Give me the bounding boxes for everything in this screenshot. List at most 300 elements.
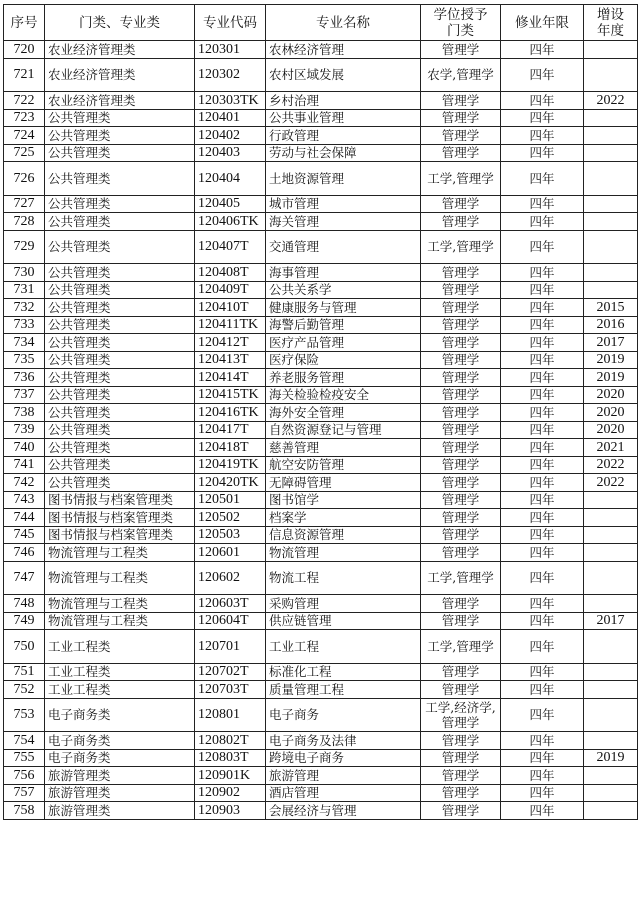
cell-category: 工业工程类 [45,630,195,664]
cell-name: 物流工程 [266,561,421,595]
cell-serial: 731 [4,281,45,299]
cell-category: 公共管理类 [45,421,195,439]
cell-name: 信息资源管理 [266,526,421,544]
cell-code: 120703T [195,681,266,699]
cell-year-added [584,561,638,595]
cell-name: 自然资源登记与管理 [266,421,421,439]
cell-code: 120408T [195,264,266,282]
cell-name: 农村区域发展 [266,58,421,92]
cell-serial: 748 [4,595,45,613]
cell-degree: 工学,管理学 [421,162,501,196]
table-row [4,299,638,317]
table-row [4,802,638,820]
cell-duration: 四年 [501,595,584,613]
cell-serial: 722 [4,92,45,110]
cell-name: 海事管理 [266,264,421,282]
cell-duration: 四年 [501,732,584,750]
cell-year-added [584,509,638,527]
table-row [4,316,638,334]
cell-name: 土地资源管理 [266,162,421,196]
cell-code: 120411TK [195,316,266,334]
cell-category: 电子商务类 [45,732,195,750]
cell-code: 120420TK [195,474,266,492]
cell-code: 120417T [195,421,266,439]
header-row [4,5,638,41]
cell-year-added: 2020 [584,386,638,404]
cell-category: 公共管理类 [45,369,195,387]
cell-duration: 四年 [501,404,584,422]
cell-degree: 管理学 [421,144,501,162]
cell-duration: 四年 [501,281,584,299]
cell-name: 海关管理 [266,213,421,231]
table-row [4,92,638,110]
cell-code: 120501 [195,491,266,509]
cell-year-added: 2021 [584,439,638,457]
cell-serial: 720 [4,41,45,59]
cell-code: 120419TK [195,456,266,474]
table-row [4,369,638,387]
cell-degree: 管理学 [421,316,501,334]
cell-category: 公共管理类 [45,299,195,317]
cell-name: 工业工程 [266,630,421,664]
cell-year-added [584,544,638,562]
table-row [4,784,638,802]
table-row [4,474,638,492]
cell-code: 120415TK [195,386,266,404]
majors-table [3,4,638,820]
cell-serial: 753 [4,698,45,732]
cell-serial: 750 [4,630,45,664]
cell-code: 120303TK [195,92,266,110]
cell-name: 采购管理 [266,595,421,613]
table-row [4,681,638,699]
cell-year-added: 2017 [584,334,638,352]
cell-year-added [584,230,638,264]
cell-name: 跨境电子商务 [266,749,421,767]
cell-category: 图书情报与档案管理类 [45,491,195,509]
cell-serial: 740 [4,439,45,457]
cell-name: 城市管理 [266,195,421,213]
cell-duration: 四年 [501,663,584,681]
cell-serial: 755 [4,749,45,767]
cell-year-added [584,213,638,231]
cell-category: 公共管理类 [45,386,195,404]
cell-year-added [584,681,638,699]
cell-category: 工业工程类 [45,681,195,699]
cell-category: 公共管理类 [45,456,195,474]
cell-name: 旅游管理 [266,767,421,785]
cell-category: 公共管理类 [45,144,195,162]
cell-code: 120404 [195,162,266,196]
cell-serial: 728 [4,213,45,231]
cell-serial: 725 [4,144,45,162]
cell-serial: 737 [4,386,45,404]
header-year-added: 增设 年度 [584,5,638,41]
cell-code: 120903 [195,802,266,820]
cell-degree: 工学,管理学 [421,230,501,264]
cell-degree: 工学,管理学 [421,561,501,595]
table-row [4,230,638,264]
cell-serial: 729 [4,230,45,264]
table-row [4,749,638,767]
cell-duration: 四年 [501,439,584,457]
cell-code: 120403 [195,144,266,162]
cell-duration: 四年 [501,144,584,162]
table-row [4,663,638,681]
cell-code: 120803T [195,749,266,767]
cell-code: 120502 [195,509,266,527]
cell-name: 图书馆学 [266,491,421,509]
header-name: 专业名称 [266,5,421,41]
cell-code: 120503 [195,526,266,544]
cell-name: 行政管理 [266,127,421,145]
cell-degree: 管理学 [421,334,501,352]
cell-code: 120602 [195,561,266,595]
cell-degree: 管理学 [421,351,501,369]
cell-duration: 四年 [501,421,584,439]
header-category: 门类、专业类 [45,5,195,41]
cell-category: 公共管理类 [45,404,195,422]
cell-category: 旅游管理类 [45,767,195,785]
table-row [4,404,638,422]
cell-category: 物流管理与工程类 [45,595,195,613]
cell-duration: 四年 [501,767,584,785]
table-body [4,41,638,820]
cell-serial: 738 [4,404,45,422]
cell-year-added [584,784,638,802]
cell-degree: 工学,经济学,管理学 [421,698,501,732]
cell-code: 120802T [195,732,266,750]
cell-duration: 四年 [501,749,584,767]
cell-year-added: 2016 [584,316,638,334]
cell-name: 无障碍管理 [266,474,421,492]
cell-degree: 管理学 [421,281,501,299]
cell-degree: 农学,管理学 [421,58,501,92]
cell-category: 物流管理与工程类 [45,561,195,595]
table-row [4,264,638,282]
cell-serial: 749 [4,612,45,630]
cell-duration: 四年 [501,386,584,404]
cell-category: 公共管理类 [45,109,195,127]
table-row [4,144,638,162]
cell-serial: 721 [4,58,45,92]
table-row [4,491,638,509]
cell-code: 120409T [195,281,266,299]
cell-category: 农业经济管理类 [45,41,195,59]
cell-year-added: 2019 [584,351,638,369]
cell-serial: 736 [4,369,45,387]
cell-category: 公共管理类 [45,316,195,334]
cell-degree: 管理学 [421,41,501,59]
cell-category: 公共管理类 [45,230,195,264]
cell-year-added [584,663,638,681]
cell-duration: 四年 [501,456,584,474]
cell-duration: 四年 [501,41,584,59]
cell-category: 农业经济管理类 [45,92,195,110]
cell-code: 120410T [195,299,266,317]
cell-serial: 751 [4,663,45,681]
cell-name: 海外安全管理 [266,404,421,422]
cell-category: 公共管理类 [45,195,195,213]
table-row [4,41,638,59]
cell-code: 120413T [195,351,266,369]
cell-name: 医疗保险 [266,351,421,369]
cell-category: 公共管理类 [45,334,195,352]
cell-name: 电子商务及法律 [266,732,421,750]
cell-name: 公共关系学 [266,281,421,299]
cell-degree: 管理学 [421,767,501,785]
cell-degree: 管理学 [421,663,501,681]
table-row [4,351,638,369]
table-row [4,386,638,404]
table-row [4,767,638,785]
cell-code: 120401 [195,109,266,127]
cell-degree: 管理学 [421,749,501,767]
cell-duration: 四年 [501,334,584,352]
cell-serial: 758 [4,802,45,820]
table-row [4,630,638,664]
cell-name: 供应链管理 [266,612,421,630]
cell-category: 图书情报与档案管理类 [45,509,195,527]
cell-duration: 四年 [501,299,584,317]
cell-year-added [584,767,638,785]
cell-degree: 管理学 [421,732,501,750]
cell-degree: 管理学 [421,213,501,231]
cell-category: 公共管理类 [45,281,195,299]
cell-degree: 管理学 [421,195,501,213]
cell-category: 公共管理类 [45,474,195,492]
cell-serial: 739 [4,421,45,439]
cell-year-added [584,698,638,732]
cell-serial: 742 [4,474,45,492]
table-row [4,439,638,457]
cell-year-added: 2015 [584,299,638,317]
cell-category: 电子商务类 [45,698,195,732]
cell-duration: 四年 [501,509,584,527]
cell-serial: 746 [4,544,45,562]
cell-degree: 管理学 [421,681,501,699]
cell-year-added [584,109,638,127]
cell-duration: 四年 [501,213,584,231]
cell-category: 工业工程类 [45,663,195,681]
cell-duration: 四年 [501,369,584,387]
header-code: 专业代码 [195,5,266,41]
cell-name: 海警后勤管理 [266,316,421,334]
cell-serial: 727 [4,195,45,213]
table-row [4,732,638,750]
cell-name: 公共事业管理 [266,109,421,127]
cell-degree: 管理学 [421,526,501,544]
cell-degree: 管理学 [421,595,501,613]
cell-name: 海关检验检疫安全 [266,386,421,404]
cell-degree: 管理学 [421,369,501,387]
cell-duration: 四年 [501,544,584,562]
cell-code: 120801 [195,698,266,732]
table-row [4,162,638,196]
cell-duration: 四年 [501,630,584,664]
cell-serial: 754 [4,732,45,750]
cell-name: 质量管理工程 [266,681,421,699]
table-row [4,595,638,613]
cell-serial: 734 [4,334,45,352]
cell-name: 交通管理 [266,230,421,264]
cell-code: 120902 [195,784,266,802]
cell-duration: 四年 [501,230,584,264]
cell-serial: 747 [4,561,45,595]
cell-degree: 管理学 [421,784,501,802]
cell-duration: 四年 [501,316,584,334]
cell-duration: 四年 [501,612,584,630]
cell-duration: 四年 [501,784,584,802]
cell-category: 旅游管理类 [45,784,195,802]
cell-serial: 743 [4,491,45,509]
cell-year-added [584,144,638,162]
cell-serial: 726 [4,162,45,196]
table-row [4,544,638,562]
cell-duration: 四年 [501,162,584,196]
cell-duration: 四年 [501,681,584,699]
cell-duration: 四年 [501,526,584,544]
cell-duration: 四年 [501,491,584,509]
cell-year-added: 2022 [584,456,638,474]
cell-name: 会展经济与管理 [266,802,421,820]
cell-duration: 四年 [501,58,584,92]
cell-serial: 730 [4,264,45,282]
cell-duration: 四年 [501,264,584,282]
table-row [4,526,638,544]
cell-year-added [584,595,638,613]
cell-year-added [584,195,638,213]
cell-serial: 723 [4,109,45,127]
table-row [4,421,638,439]
cell-degree: 工学,管理学 [421,630,501,664]
cell-degree: 管理学 [421,404,501,422]
cell-category: 图书情报与档案管理类 [45,526,195,544]
cell-duration: 四年 [501,351,584,369]
cell-degree: 管理学 [421,612,501,630]
table-row [4,213,638,231]
cell-year-added: 2019 [584,749,638,767]
cell-degree: 管理学 [421,386,501,404]
cell-serial: 741 [4,456,45,474]
cell-degree: 管理学 [421,127,501,145]
cell-duration: 四年 [501,474,584,492]
cell-degree: 管理学 [421,264,501,282]
cell-serial: 752 [4,681,45,699]
cell-duration: 四年 [501,92,584,110]
cell-name: 农林经济管理 [266,41,421,59]
cell-name: 档案学 [266,509,421,527]
cell-category: 公共管理类 [45,439,195,457]
cell-category: 旅游管理类 [45,802,195,820]
cell-year-added: 2020 [584,404,638,422]
cell-year-added [584,732,638,750]
table-row [4,334,638,352]
cell-name: 健康服务与管理 [266,299,421,317]
cell-serial: 733 [4,316,45,334]
header-degree: 学位授予 门类 [421,5,501,41]
cell-year-added: 2022 [584,92,638,110]
cell-category: 物流管理与工程类 [45,544,195,562]
cell-name: 医疗产品管理 [266,334,421,352]
cell-serial: 724 [4,127,45,145]
cell-name: 养老服务管理 [266,369,421,387]
cell-duration: 四年 [501,109,584,127]
cell-degree: 管理学 [421,299,501,317]
cell-category: 公共管理类 [45,162,195,196]
cell-name: 乡村治理 [266,92,421,110]
cell-degree: 管理学 [421,92,501,110]
cell-degree: 管理学 [421,544,501,562]
cell-category: 电子商务类 [45,749,195,767]
cell-year-added: 2020 [584,421,638,439]
cell-degree: 管理学 [421,421,501,439]
cell-year-added [584,127,638,145]
cell-code: 120416TK [195,404,266,422]
table-row [4,456,638,474]
cell-code: 120701 [195,630,266,664]
table-row [4,612,638,630]
cell-name: 慈善管理 [266,439,421,457]
cell-year-added: 2022 [584,474,638,492]
table-row [4,127,638,145]
cell-duration: 四年 [501,698,584,732]
cell-category: 公共管理类 [45,127,195,145]
cell-degree: 管理学 [421,509,501,527]
cell-duration: 四年 [501,561,584,595]
cell-code: 120412T [195,334,266,352]
table-row [4,195,638,213]
cell-year-added [584,281,638,299]
cell-code: 120407T [195,230,266,264]
cell-year-added: 2017 [584,612,638,630]
table-row [4,58,638,92]
cell-name: 航空安防管理 [266,456,421,474]
cell-code: 120414T [195,369,266,387]
table-row [4,698,638,732]
cell-code: 120301 [195,41,266,59]
cell-degree: 管理学 [421,109,501,127]
table-row [4,561,638,595]
cell-serial: 757 [4,784,45,802]
cell-code: 120302 [195,58,266,92]
cell-code: 120901K [195,767,266,785]
cell-year-added [584,41,638,59]
cell-serial: 735 [4,351,45,369]
cell-year-added [584,802,638,820]
cell-year-added [584,630,638,664]
cell-code: 120601 [195,544,266,562]
cell-serial: 732 [4,299,45,317]
cell-degree: 管理学 [421,439,501,457]
cell-code: 120603T [195,595,266,613]
cell-category: 公共管理类 [45,213,195,231]
cell-duration: 四年 [501,802,584,820]
cell-degree: 管理学 [421,802,501,820]
cell-category: 公共管理类 [45,264,195,282]
cell-code: 120418T [195,439,266,457]
cell-degree: 管理学 [421,474,501,492]
cell-category: 物流管理与工程类 [45,612,195,630]
cell-name: 标准化工程 [266,663,421,681]
cell-year-added [584,162,638,196]
cell-duration: 四年 [501,127,584,145]
cell-category: 公共管理类 [45,351,195,369]
cell-year-added [584,264,638,282]
cell-serial: 756 [4,767,45,785]
cell-year-added [584,526,638,544]
cell-year-added: 2019 [584,369,638,387]
